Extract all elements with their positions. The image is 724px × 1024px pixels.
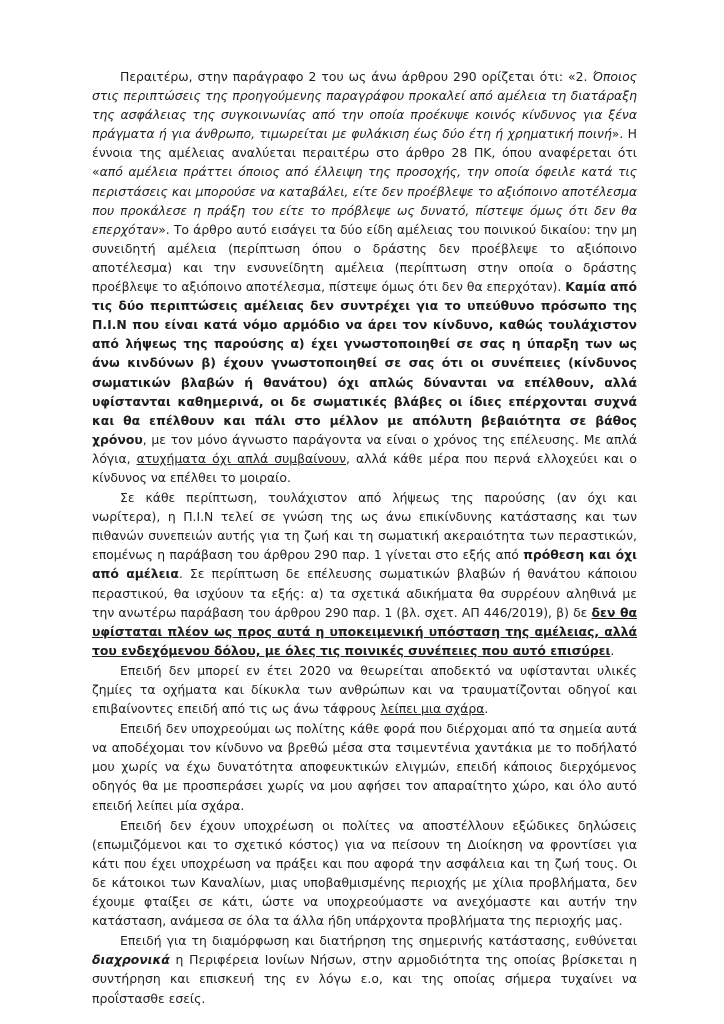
emphasis-eventual-intent: δεν θα υφίσταται πλέον ως προς αυτά η υποκειμενική υπόσταση της αμέλειας, αλλά του ενδεχόμενου δόλου, με όλες τις ποινικές συνέπειες που αυτό επισύρει xyxy=(92,604,637,658)
text-segment: ». Το άρθρο αυτό εισάγει τα δύο είδη αμέλειας του ποινικού δικαίου: την μη συνειδητή αμέλεια (περίπτωση όπου ο δράστης δεν προέβλεψε το αξιόποινο αποτέλεσμα) και την ενσυνείδητη αμέλεια (περίπτωση στην οποία ο δράστης προέβλεψε το αξιόποινο αποτέλεσμα, πίστεψε όμως ότι δεν θα επερχόταν). xyxy=(92,221,637,295)
emphasis-no-negligence: Καμία από τις δύο περιπτώσεις αμέλειας δεν συντρέχει για το υπεύθυνο πρόσωπο της Π.Ι.Ν που είναι κατά νόμο αρμόδιο να άρει τον κίνδυνο, καθώς τουλάχιστον από λήψεως της παρούσης α) έχει γνωστοποιηθεί σε σας η ύπαρξη των ως άνω κινδύνων β) έχουν γνωστοποιηθεί σε σας ότι οι συνέπειες (κίνδυνος σωματικών βλαβών ή θανάτου) όχι απλώς δύνανται να επέλθουν, αλλά υφίστανται καθημερινά, οι δε σωματικές βλάβες οι ίδιες επέρχονται συχνά και θα επέλθουν και πάλι στο μέλλον με απόλυτη βεβαιότητα σε βάθος χρόνου xyxy=(92,279,637,447)
document-page xyxy=(92,67,637,1008)
paragraph-citizens-obligation xyxy=(92,816,637,931)
paragraph-article-290-negligence xyxy=(92,67,637,487)
underlined-accidents: ατυχήματα όχι απλά συμβαίνουν xyxy=(136,450,347,466)
text-segment: . Σε περίπτωση δε επέλευσης σωματικών βλαβών ή θανάτου κάποιου περαστικού, θα ισχύουν τα εξής: α) τα σχετικά αδικήματα θα συρρέουν αληθινά με την ανωτέρω παράβαση του άρθρου 290 παρ. 1 (βλ. σχετ. ΑΠ 446/2019), β) δε xyxy=(92,566,637,620)
text-segment: Περαιτέρω, στην παράγραφο 2 του ως άνω άρθρου 290 ορίζεται ότι: «2. xyxy=(120,69,593,84)
text-segment: Επειδή δεν υποχρεούμαι ως πολίτης κάθε φορά που διέρχομαι από τα σημεία αυτά να αποδέχομαι τον κίνδυνο να βρεθώ μέσα στα τσιμεντένια χαντάκια με το ποδήλατό μου χωρίς να έχω δυνατότητα αποφευκτικών ελιγμών, επειδή κάποιος διερχόμενος οδηγός θα με προσπεράσει χωρίς να μου αφήσει τον απαραίτητο χώρο, και όλο αυτό επειδή λείπει μία σχάρα. xyxy=(92,721,637,813)
paragraph-missing-grate xyxy=(92,661,637,718)
quote-article-28: από αμέλεια πράττει όποιος από έλλειψη της προσοχής, την οποία όφειλε κατά τις περιστάσεις και μπορούσε να καταβάλει, είτε δεν προέβλεψε το αξιόποινο αποτέλεσμα που προκάλεσε η πράξη του είτε το πρόβλεψε ως δυνατό, πίστεψε όμως ότι δεν θα επερχόταν xyxy=(92,164,637,237)
underlined-missing-grate: λείπει μια σχάρα xyxy=(380,701,485,717)
text-segment: Επειδή για τη διαμόρφωση και διατήρηση της σημερινής κατάστασης, ευθύνεται xyxy=(120,933,637,949)
text-segment: . xyxy=(610,642,615,658)
text-segment: Επειδή δεν μπορεί εν έτει 2020 να θεωρείται αποδεκτό να υφίστανται υλικές ζημίες τα οχήματα και δίκυκλα των ανθρώπων και να τραυματίζονται οδηγοί και επιβαίνοντες επειδή από τις ως άνω τάφρους xyxy=(92,662,637,717)
emphasis-intent: πρόθεση και όχι από αμέλεια xyxy=(92,547,638,582)
quote-article-290-par2: Όποιος στις περιπτώσεις της προηγούμενης παραγράφου προκαλεί από αμέλεια τη διατάραξη της ασφάλειας της συγκοινωνίας από την οποία προέκυψε κοινός κίνδυνος για ξένα πράγματα ή για άνθρωπο, τιμωρείται με φυλάκιση έως δύο έτη ή χρηματική ποινή xyxy=(92,69,637,142)
text-segment: , αλλά κάθε μέρα που περνά ελλοχεύει και ο κίνδυνος να επέλθει το μοιραίο. xyxy=(92,450,638,485)
paragraph-intent-not-negligence xyxy=(92,488,637,660)
paragraph-region-responsibility xyxy=(92,931,637,1007)
text-segment: . xyxy=(484,701,489,717)
text-segment: ». Η έννοια της αμέλειας αναλύεται περαιτέρω στο άρθρο 28 ΠΚ, όπου αναφέρεται ότι « xyxy=(92,126,637,180)
text-segment: Σε κάθε περίπτωση, τουλάχιστον από λήψεως της παρούσης (αν όχι και νωρίτερα), η Π.Ι.Ν τελεί σε γνώση της ως άνω επικίνδυνης κατάστασης και των πιθανών συνεπειών αυτής για τη ζωή και τη σωματική ακεραιότητα των περαστικών, επομένως η παράβαση του άρθρου 290 παρ. 1 γίνεται στο εξής από xyxy=(92,490,637,563)
paragraph-cyclist-risk xyxy=(92,719,637,814)
text-segment: , με τον μόνο άγνωστο παράγοντα να είναι ο χρόνος της επέλευσης. Με απλά λόγια, xyxy=(92,431,637,466)
emphasis-diachronically: διαχρονικά xyxy=(92,952,170,968)
text-segment: η Περιφέρεια Ιονίων Νήσων, στην αρμοδιότητα της οποίας βρίσκεται η συντήρηση και επισκευή της εν λόγω ε.ο, και της οποίας σήμερα τυχαίνει να προΐστασθε εσείς. xyxy=(92,952,637,1006)
text-segment: Επειδή δεν έχουν υποχρέωση οι πολίτες να αποστέλλουν εξώδικες δηλώσεις (επωμιζόμενοι και το σχετικό κόστος) για να πείσουν τη Διοίκηση να φροντίσει για κάτι που έχει υποχρέωση να πράξει και που αφορά την ασφάλεια και τη ζωή τους. Οι δε κάτοικοι των Καναλίων, μιας υποβαθμισμένης περιοχής με χίλια προβλήματα, δεν έχουμε φταίξει σε κάτι, ώστε να υποχρεούμαστε να ανεχόμαστε και αυτήν την κατάσταση, ανάμεσα σε όλα τα άλλα ήδη υπάρχοντα προβλήματα της περιοχής μας. xyxy=(92,817,637,929)
